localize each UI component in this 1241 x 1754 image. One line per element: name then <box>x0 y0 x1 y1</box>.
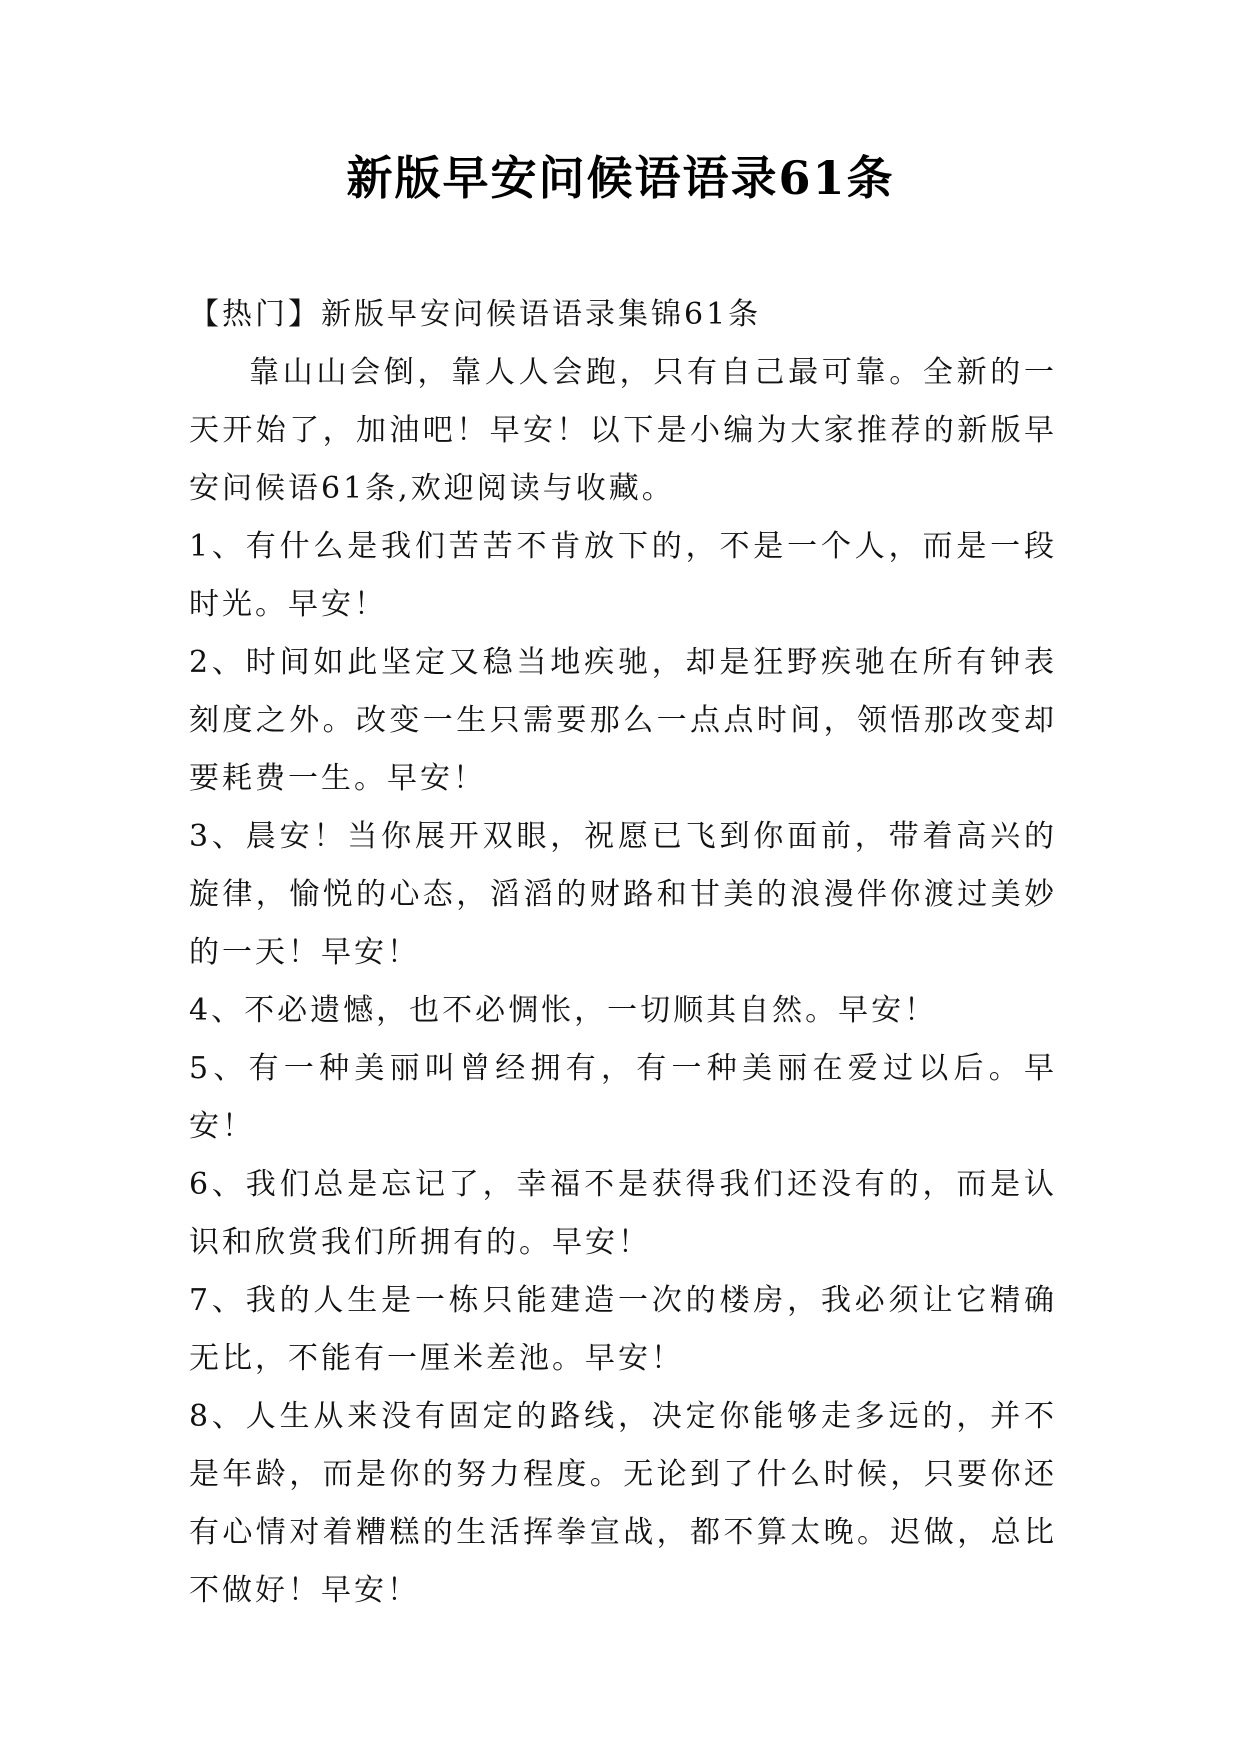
list-item: 8、人生从来没有固定的路线，决定你能够走多远的，并不是年龄，而是你的努力程度。无论到了什么时候，只要你还有心情对着糟糕的生活挥拳宣战，都不算太晚。迟做，总比不做好！早安！ <box>189 1399 1057 1608</box>
document-body <box>189 286 1057 1620</box>
list-item: 5、有一种美丽叫曾经拥有，有一种美丽在爱过以后。早安！ <box>189 1051 1057 1144</box>
list-item: 4、不必遗憾，也不必惆怅，一切顺其自然。早安！ <box>189 993 938 1028</box>
list-item: 7、我的人生是一栋只能建造一次的楼房，我必须让它精确无比，不能有一厘米差池。早安！ <box>189 1283 1057 1376</box>
list-item: 6、我们总是忘记了，幸福不是获得我们还没有的，而是认识和欣赏我们所拥有的。早安！ <box>189 1167 1057 1260</box>
document-title: 新版早安问候语语录61条 <box>346 151 895 205</box>
list-item: 3、晨安！当你展开双眼，祝愿已飞到你面前，带着高兴的旋律，愉悦的心态，滔滔的财路和甘美的浪漫伴你渡过美妙的一天！早安！ <box>189 819 1057 970</box>
list-item: 2、时间如此坚定又稳当地疾驰，却是狂野疾驰在所有钟表刻度之外。改变一生只需要那么一点点时间，领悟那改变却要耗费一生。早安！ <box>189 645 1057 796</box>
document-subtitle: 【热门】新版早安问候语语录集锦61条 <box>189 297 762 332</box>
list-item: 1、有什么是我们苦苦不肯放下的，不是一个人，而是一段时光。早安！ <box>189 529 1057 622</box>
intro-paragraph: 靠山山会倒，靠人人会跑，只有自己最可靠。全新的一天开始了，加油吧！早安！以下是小编为大家推荐的新版早安问候语61条,欢迎阅读与收藏。 <box>189 355 1057 506</box>
